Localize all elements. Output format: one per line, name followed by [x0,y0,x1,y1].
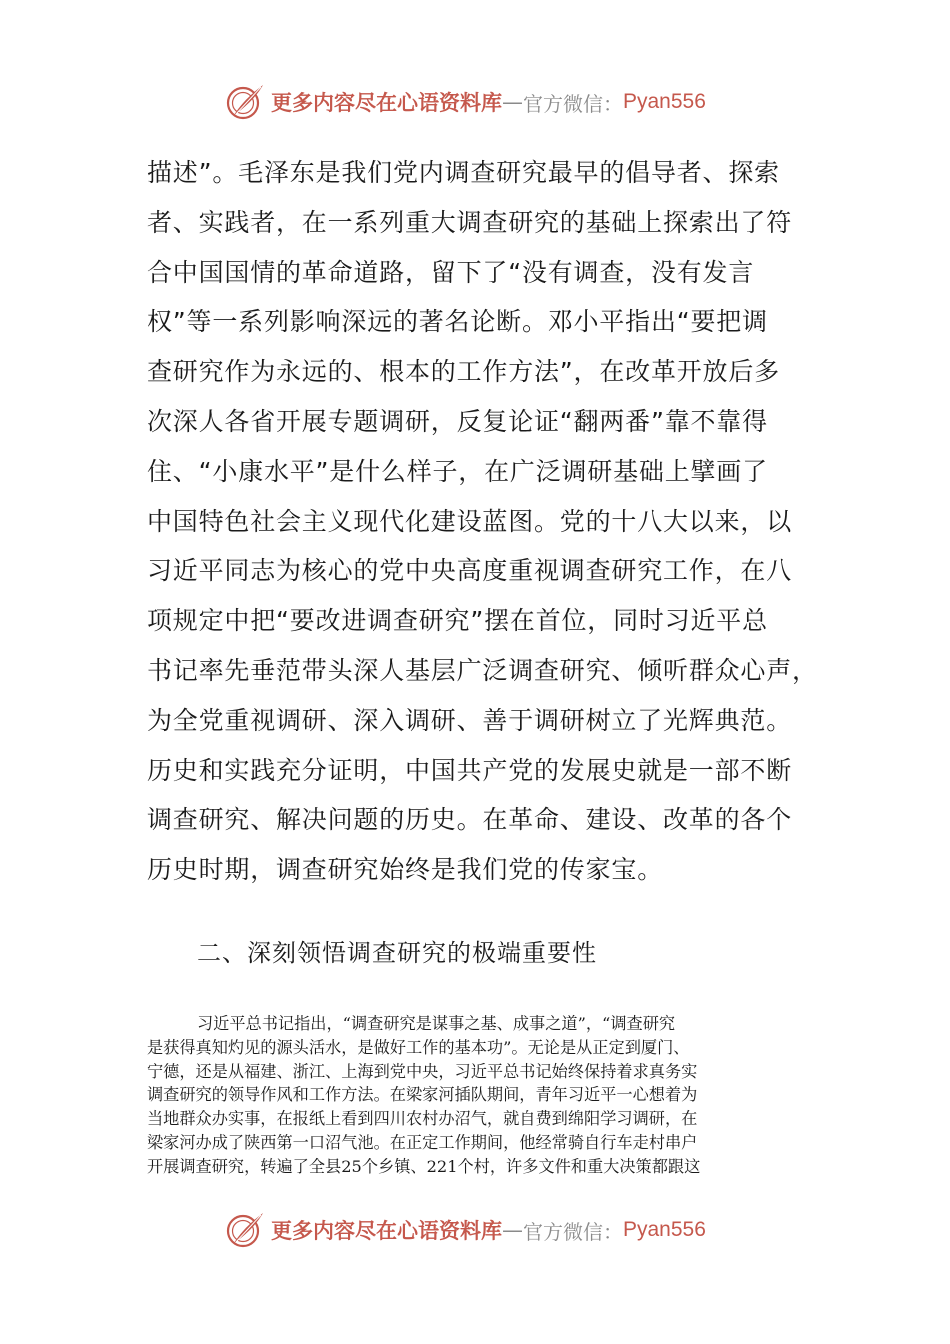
text-line: 为全党重视调研、深入调研、善于调研树立了光辉典范。 [147,705,793,735]
watermark-dash: — [502,90,523,114]
text-line: 中国特色社会主义现代化建设蓝图。党的十八大以来，以 [147,506,793,536]
header-watermark [225,80,745,124]
text-line: 开展调查研究，转遍了全县25个乡镇、221个村，许多文件和重大决策都跟这 [147,1156,701,1176]
text-line: 描述”。毛泽东是我们党内调查研究最早的倡导者、探索 [147,158,780,187]
text-line: 习近平总书记指出，“调查研究是谋事之基、成事之道”，“调查研究 [197,1014,676,1033]
text-line: 权”等一系列影响深远的著名论断。邓小平指出“要把调 [147,307,768,337]
text-line: 者、实践者，在一系列重大调查研究的基础上探索出了符 [147,207,793,237]
body-paragraph-large [147,148,818,895]
text-line: 当地群众办实事，在报纸上看到四川农村办沼气，就自费到绵阳学习调研，在 [147,1109,698,1129]
watermark-main-text: 更多内容尽在心语资料库 [271,90,502,115]
watermark-label: 官方微信： [523,91,623,116]
watermark-wechat-id: Pyan556 [623,1218,706,1241]
text-line: 调查研究的领导作风和工作方法。在梁家河插队期间，青年习近平一心想着为 [147,1085,698,1105]
text-line: 住、“小康水平”是什么样子，在广泛调研基础上擘画了 [147,456,768,486]
section-heading: 二、深刻领悟调查研究的极端重要性 [197,939,597,967]
footer-watermark [225,1208,745,1252]
text-line: 项规定中把“要改进调查研究”摆在首位，同时习近平总 [147,606,768,636]
text-line: 历史时期，调查研究始终是我们党的传家宝。 [147,855,664,885]
text-line: 调查研究、解决问题的历史。在革命、建设、改革的各个 [147,805,793,835]
text-line: 书记率先垂范带头深人基层广泛调查研究、倾听群众心声， [147,655,818,685]
text-line: 梁家河办成了陕西第一口沼气池。在正定工作期间，他经常骑自行车走村串户 [147,1132,698,1152]
text-line: 合中国国情的革命道路，留下了“没有调查，没有发言 [147,257,755,287]
text-line: 宁德，还是从福建、浙江、上海到党中央，习近平总书记始终保持着求真务实 [147,1061,698,1081]
text-line: 次深人各省开展专题调研，反复论证“翻两番”靠不靠得 [147,406,768,436]
watermark-wechat-id: Pyan556 [623,90,706,113]
body-paragraph-small [147,1012,807,1179]
text-line: 历史和实践充分证明，中国共产党的发展史就是一部不断 [147,755,793,785]
watermark-main-text: 更多内容尽在心语资料库 [271,1218,502,1243]
watermark-label: 官方微信： [523,1219,623,1244]
quill-logo-icon [225,82,265,122]
text-line: 习近平同志为核心的党中央高度重视调查研究工作，在八 [147,556,793,586]
quill-logo-icon [225,1210,265,1250]
text-line: 是获得真知灼见的源头活水，是做好工作的基本功”。无论是从正定到厦门、 [147,1037,690,1057]
text-line: 查研究作为永远的、根本的工作方法”，在改革开放后多 [147,357,780,387]
watermark-dash: — [502,1218,523,1242]
